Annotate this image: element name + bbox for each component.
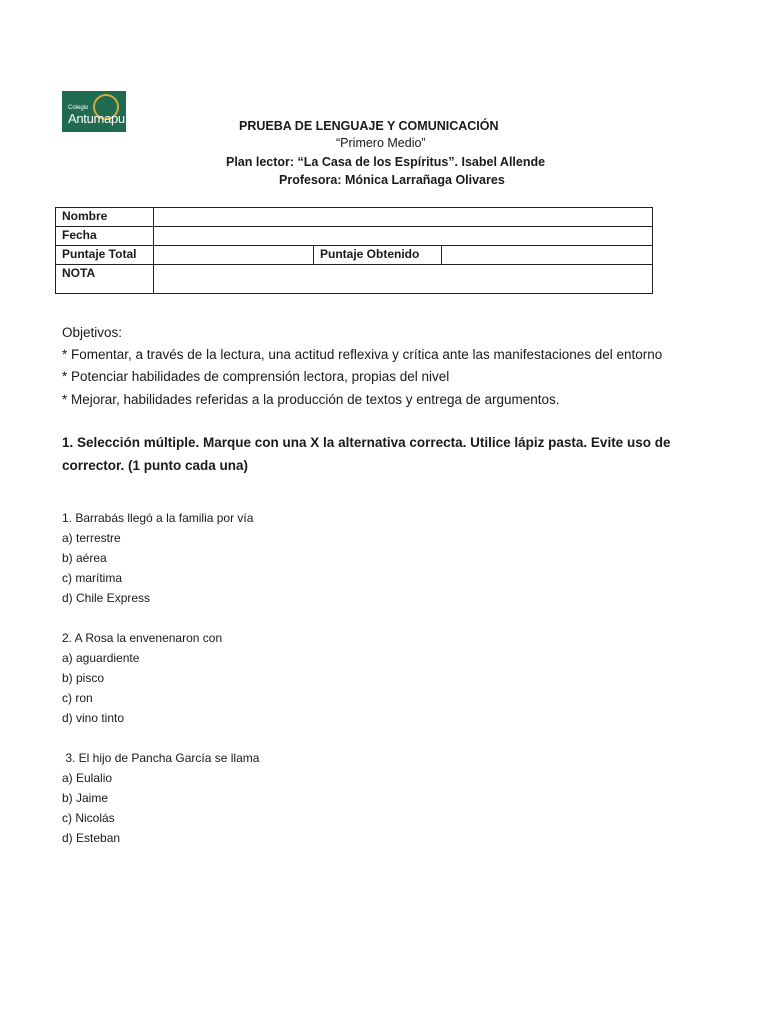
reading-plan: Plan lector: “La Casa de los Espíritus”. Isabel Allende xyxy=(226,155,546,169)
puntaje-total-field[interactable] xyxy=(154,246,314,265)
teacher-name: Profesora: Mónica Larrañaga Olivares xyxy=(279,173,505,187)
logo-small-text: Colegio xyxy=(68,105,89,111)
option-c[interactable]: c) Nicolás xyxy=(62,811,115,825)
school-logo xyxy=(62,91,126,132)
option-c[interactable]: c) marítima xyxy=(62,571,122,585)
objectives-heading: Objetivos: xyxy=(62,325,123,340)
logo-name: Antumapu xyxy=(68,111,125,126)
nombre-label: Nombre xyxy=(56,208,154,227)
test-level: “Primero Medio” xyxy=(336,136,426,150)
nombre-field[interactable] xyxy=(154,208,653,227)
table-row xyxy=(56,227,653,246)
option-d[interactable]: d) Esteban xyxy=(62,831,121,845)
option-d[interactable]: d) vino tinto xyxy=(62,711,125,725)
option-b[interactable]: b) aérea xyxy=(62,551,107,565)
fecha-label: Fecha xyxy=(56,227,154,246)
question-text: 2. A Rosa la envenenaron con xyxy=(62,631,223,645)
puntaje-obtenido-field[interactable] xyxy=(442,246,653,265)
option-b[interactable]: b) Jaime xyxy=(62,791,109,805)
option-b[interactable]: b) pisco xyxy=(62,671,105,685)
fecha-field[interactable] xyxy=(154,227,653,246)
student-info-table xyxy=(55,207,653,294)
option-a[interactable]: a) terrestre xyxy=(62,531,121,545)
puntaje-obtenido-label: Puntaje Obtenido xyxy=(314,246,442,265)
puntaje-total-label: Puntaje Total xyxy=(56,246,154,265)
nota-field[interactable] xyxy=(154,265,653,294)
nota-label: NOTA xyxy=(56,265,154,294)
option-c[interactable]: c) ron xyxy=(62,691,93,705)
section-instructions-line: 1. Selección múltiple. Marque con una X la alternativa correcta. Utilice lápiz pasta. Evite uso de xyxy=(62,435,671,450)
test-title: PRUEBA DE LENGUAJE Y COMUNICACIÓN xyxy=(239,119,499,133)
table-row xyxy=(56,265,653,294)
objective-item: * Fomentar, a través de la lectura, una actitud reflexiva y crítica ante las manifestaciones del entorno xyxy=(62,347,663,362)
table-row xyxy=(56,208,653,227)
objective-item: * Mejorar, habilidades referidas a la producción de textos y entrega de argumentos. xyxy=(62,392,560,407)
question-text: 3. El hijo de Pancha García se llama xyxy=(62,751,260,765)
option-a[interactable]: a) Eulalio xyxy=(62,771,113,785)
section-instructions-line: corrector. (1 punto cada una) xyxy=(62,458,249,473)
objective-item: * Potenciar habilidades de comprensión lectora, propias del nivel xyxy=(62,369,450,384)
question-text: 1. Barrabás llegó a la familia por vía xyxy=(62,511,254,525)
option-a[interactable]: a) aguardiente xyxy=(62,651,140,665)
option-d[interactable]: d) Chile Express xyxy=(62,591,151,605)
table-row xyxy=(56,246,653,265)
